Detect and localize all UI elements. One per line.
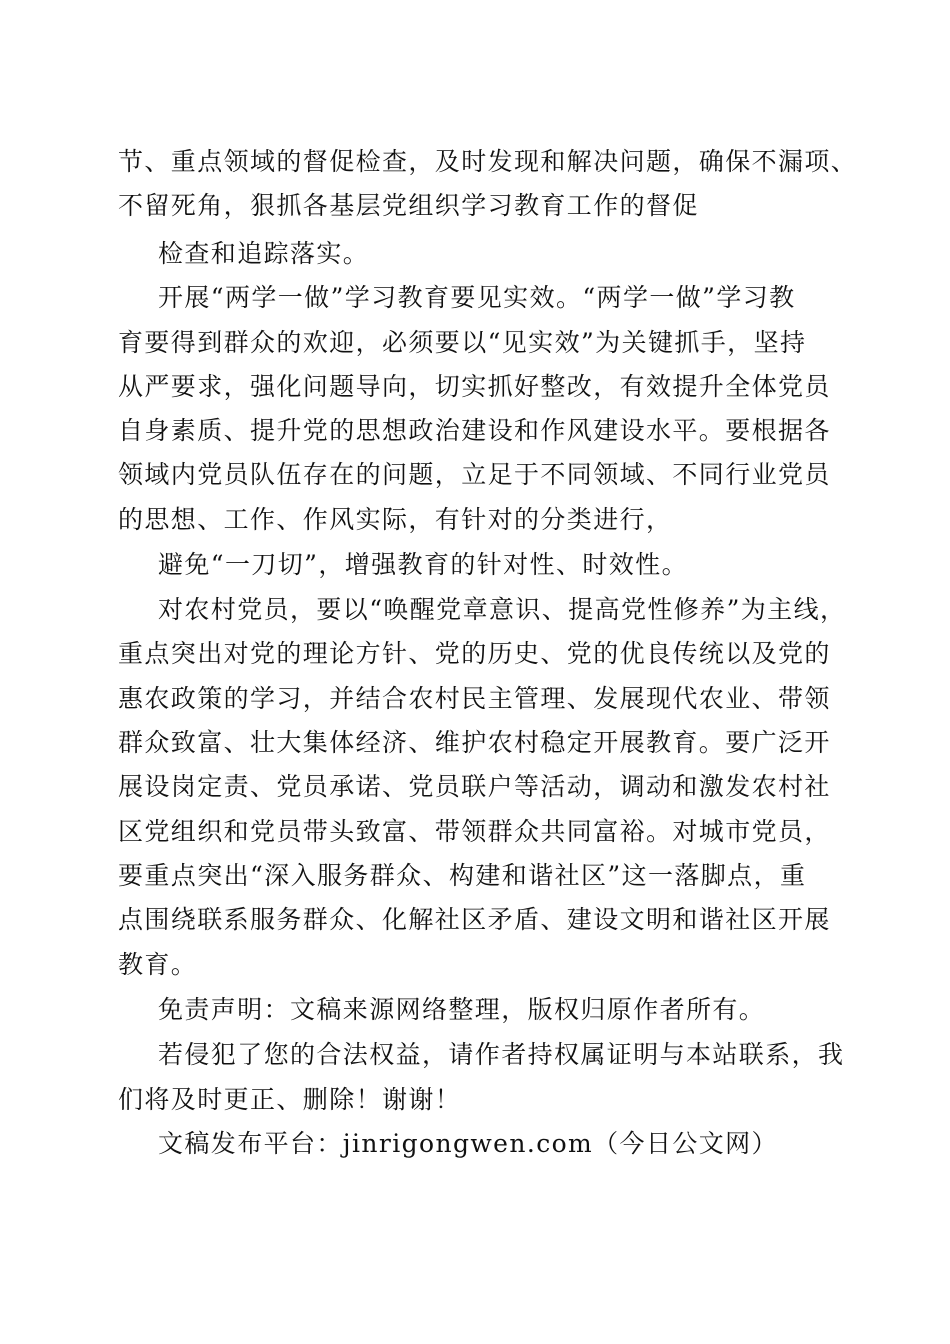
text-line: 育要得到群众的欢迎，必须要以“见实效”为关键抓手，坚持 <box>118 328 807 357</box>
text-line: 不留死角，狠抓各基层党组织学习教育工作的督促 <box>118 191 699 220</box>
text-line: 要重点突出“深入服务群众、构建和谐社区”这一落脚点，重 <box>118 861 807 890</box>
text-line: 避免“一刀切”，增强教育的针对性、时效性。 <box>158 550 688 579</box>
disclaimer-line: 们将及时更正、删除！谢谢！ <box>118 1085 462 1114</box>
text-line: 群众致富、壮大集体经济、维护农村稳定开展教育。要广泛开 <box>118 728 831 757</box>
text-line: 重点突出对党的理论方针、党的历史、党的优良传统以及党的 <box>118 639 831 668</box>
disclaimer-line: 若侵犯了您的合法权益，请作者持权属证明与本站联系，我 <box>158 1040 845 1069</box>
text-line: 自身素质、提升党的思想政治建设和作风建设水平。要根据各 <box>118 416 831 445</box>
text-line: 的思想、工作、作风实际，有针对的分类进行， <box>118 505 673 534</box>
text-line: 惠农政策的学习，并结合农村民主管理、发展现代农业、带领 <box>118 684 831 713</box>
text-line: 节、重点领域的督促检查，及时发现和解决问题，确保不漏项、 <box>118 147 858 176</box>
text-line: 检查和追踪落实。 <box>158 239 370 268</box>
publisher-line: 文稿发布平台：jinrigongwen.com（今日公文网） <box>158 1129 778 1158</box>
text-line: 区党组织和党员带头致富、带领群众共同富裕。对城市党员， <box>118 817 831 846</box>
text-line: 开展“两学一做”学习教育要见实效。“两学一做”学习教 <box>158 283 796 312</box>
text-line: 点围绕联系服务群众、化解社区矛盾、建设文明和谐社区开展 <box>118 905 831 934</box>
text-line: 从严要求，强化问题导向，切实抓好整改，有效提升全体党员 <box>118 372 831 401</box>
text-line: 教育。 <box>118 950 198 979</box>
text-line: 展设岗定责、党员承诺、党员联户等活动，调动和激发农村社 <box>118 772 831 801</box>
text-line: 对农村党员，要以“唤醒党章意识、提高党性修养”为主线， <box>158 595 847 624</box>
text-line: 领域内党员队伍存在的问题，立足于不同领域、不同行业党员 <box>118 460 831 489</box>
disclaimer-line: 免责声明：文稿来源网络整理，版权归原作者所有。 <box>158 995 766 1024</box>
